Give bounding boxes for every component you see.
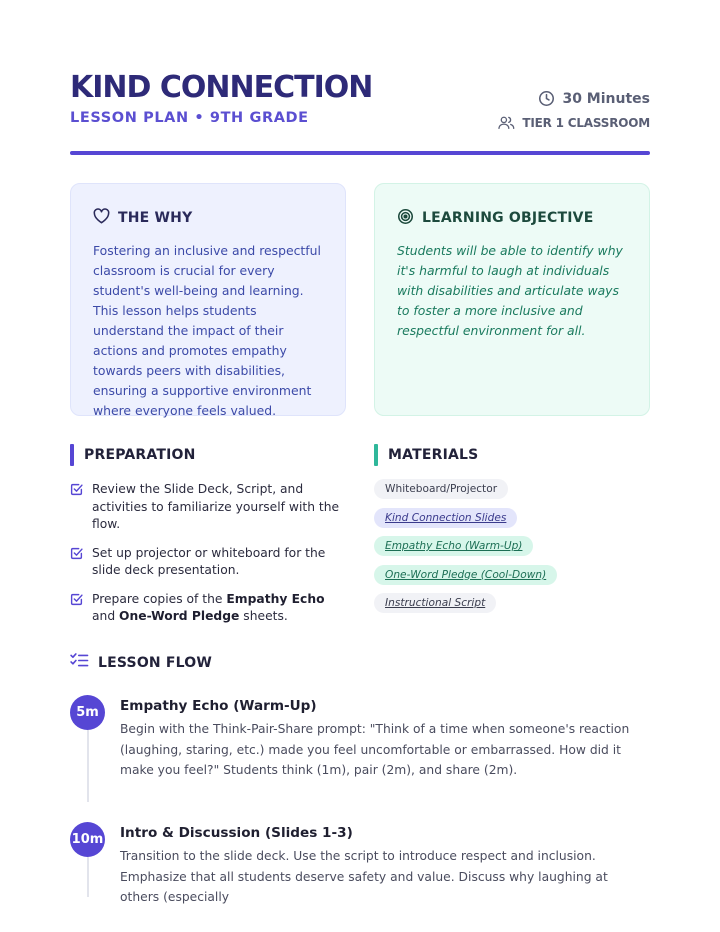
prep-text-part: Prepare copies of the bbox=[92, 591, 227, 606]
why-card bbox=[70, 183, 346, 416]
preparation-accent-bar bbox=[70, 444, 74, 466]
prep-text bbox=[92, 591, 350, 626]
clock-icon bbox=[538, 90, 555, 107]
list-item bbox=[70, 481, 350, 534]
target-icon bbox=[397, 208, 414, 229]
why-heading bbox=[93, 208, 323, 228]
objective-body: Students will be able to identify why it's harmful to laugh at individuals with disabilities and articulate ways to foster a more inclusive and respectful environment for all. bbox=[397, 243, 623, 338]
preparation-list bbox=[70, 481, 350, 637]
material-slides-link[interactable]: Kind Connection Slides bbox=[374, 508, 517, 528]
flow-step bbox=[70, 695, 650, 805]
materials-list bbox=[374, 479, 650, 622]
material-script-link[interactable]: Instructional Script bbox=[374, 593, 496, 613]
lesson-meta bbox=[498, 90, 650, 130]
preparation-heading bbox=[70, 444, 196, 466]
list-check-icon bbox=[70, 652, 89, 673]
checkbox-icon bbox=[70, 593, 84, 626]
prep-text-part: and bbox=[92, 609, 120, 623]
duration-text: 30 Minutes bbox=[562, 90, 650, 107]
materials-heading-text: MATERIALS bbox=[388, 447, 479, 463]
materials-heading bbox=[374, 444, 478, 466]
material-pledge-link[interactable]: One-Word Pledge (Cool-Down) bbox=[374, 565, 557, 585]
tier-row bbox=[498, 115, 650, 130]
objective-heading-text: LEARNING OBJECTIVE bbox=[422, 210, 594, 226]
timeline-line bbox=[87, 730, 89, 802]
lesson-flow-heading bbox=[70, 652, 212, 673]
step-duration-badge: 5m bbox=[70, 695, 105, 730]
step-duration-badge: 10m bbox=[70, 822, 105, 857]
duration-row bbox=[498, 90, 650, 107]
tier-text: TIER 1 CLASSROOM bbox=[522, 115, 650, 130]
preparation-heading-text: PREPARATION bbox=[84, 447, 196, 463]
objective-card bbox=[374, 183, 650, 416]
materials-accent-bar bbox=[374, 444, 378, 466]
material-whiteboard: Whiteboard/Projector bbox=[374, 479, 508, 499]
objective-heading bbox=[397, 208, 627, 228]
page-title: KIND CONNECTION bbox=[70, 70, 373, 105]
lesson-flow-heading-text: LESSON FLOW bbox=[98, 654, 213, 671]
heart-icon bbox=[93, 208, 110, 228]
step-body: Transition to the slide deck. Use the script to introduce respect and inclusion. Emphasize that all students deserve safety and value. Discuss why laughing at others (especially bbox=[120, 849, 608, 904]
why-body: Fostering an inclusive and respectful classroom is crucial for every student's well-being and learning. This lesson helps students understand the impact of their actions and promotes empathy towards peers with disabilities, ensuring a supportive environment where everyone feels valued. bbox=[93, 243, 321, 418]
header-divider bbox=[70, 151, 650, 155]
prep-text: Set up projector or whiteboard for the slide deck presentation. bbox=[92, 545, 326, 577]
step-title: Empathy Echo (Warm-Up) bbox=[120, 698, 317, 714]
material-empathy-echo-link[interactable]: Empathy Echo (Warm-Up) bbox=[374, 536, 533, 556]
flow-step bbox=[70, 822, 650, 932]
prep-text: Review the Slide Deck, Script, and activities to familiarize yourself with the flow. bbox=[92, 482, 340, 531]
users-icon bbox=[498, 115, 515, 130]
why-heading-text: THE WHY bbox=[118, 210, 193, 226]
one-word-pledge-emphasis: One-Word Pledge bbox=[119, 609, 240, 623]
step-body: Begin with the Think-Pair-Share prompt: "Think of a time when someone's reaction (laughing, staring, etc.) made you feel uncomfortable or embarrassed. How did it make you feel?" Students think (1m), pair (2m), and share (2m). bbox=[120, 722, 630, 777]
timeline-line bbox=[87, 857, 89, 897]
page-subtitle: LESSON PLAN • 9TH GRADE bbox=[70, 110, 309, 126]
step-title: Intro & Discussion (Slides 1-3) bbox=[120, 825, 353, 841]
checkbox-icon bbox=[70, 483, 84, 534]
list-item bbox=[70, 545, 350, 580]
prep-text-part: sheets. bbox=[239, 609, 288, 623]
empathy-echo-emphasis: Empathy Echo bbox=[226, 591, 325, 606]
checkbox-icon bbox=[70, 547, 84, 580]
list-item bbox=[70, 591, 350, 626]
page-header bbox=[70, 70, 650, 130]
